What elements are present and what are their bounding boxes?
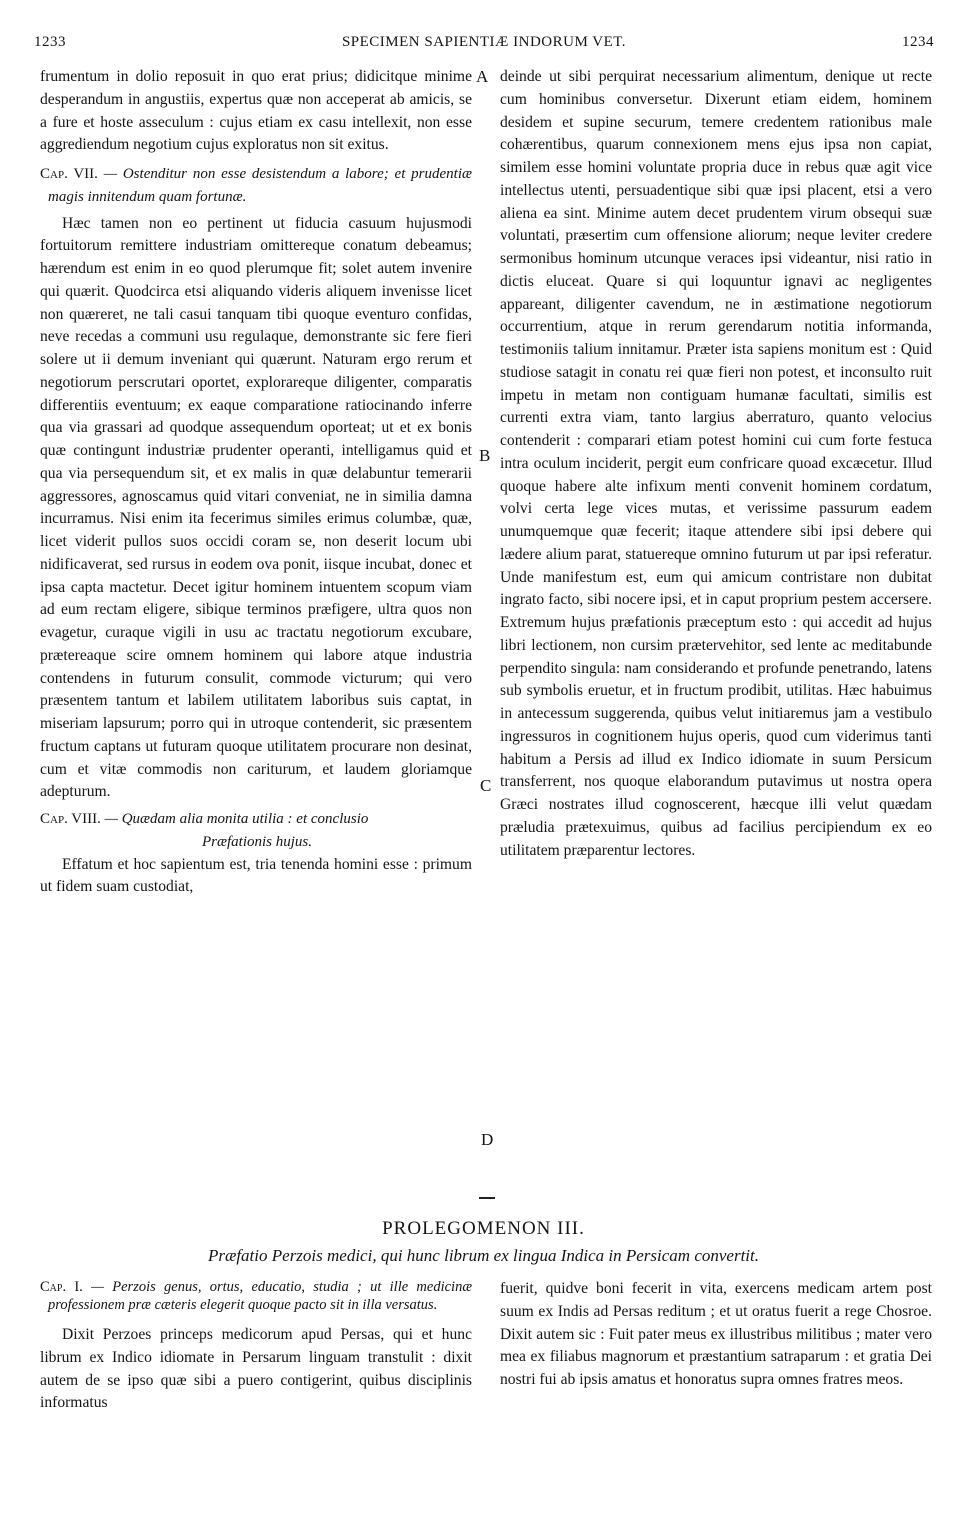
chapter-8-title-cont: Præfationis hujus.: [202, 833, 313, 850]
chapter-8-heading: [40, 808, 472, 854]
running-header: [34, 34, 934, 58]
chapter-8-label: Cap. VIII.: [40, 811, 101, 827]
left-paragraph-3: Effatum et hoc sapientum est, tria tenenda homini esse : primum ut fidem suam custodiat,: [40, 855, 472, 896]
chapter-8-title: — Quædam alia monita utilia : et conclusio: [104, 811, 369, 827]
left-paragraph-1: frumentum in dolio reposuit in quo erat prius; didicitque minime desperandum in angustiis, expertus quæ non acceperat ab amicis, se a fure et hoste asseculum : cujus etiam ex casu intellexit, non esse aggrediendum negotium cujus exploratus non sit exitus.: [40, 68, 472, 154]
right-column: [500, 66, 932, 862]
margin-letter-c: C: [480, 776, 492, 795]
margin-letter-b: B: [479, 446, 491, 465]
prolegomenon-left-column: [40, 1278, 472, 1415]
section-divider: [479, 1197, 495, 1199]
prolegomenon-left-body: Dixit Perzoes princeps medicorum apud Persas, qui et hunc librum ex Indico idiomate in Persarum linguam transtulit : dixit autem de se ipso quæ sibi a puero contigerint, quibus disciplinis informatus: [40, 1326, 472, 1412]
prolegomenon-right-column: [500, 1278, 932, 1392]
left-paragraph-2: Hæc tamen non eo pertinent ut fiducia casuum hujusmodi fortuitorum remittere industriam omittereque conatum debeamus; hærendum est enim in eo quod plerumque fit; solet autem invenire qui quærit. Quodcirca etsi aliquando videris aliquem invenisse licet non quæreret, ne tali casui tanquam tibi quoque eventuro confidas, neve recedas a communi usu regulaque, demonstrante sic fere fieri solere ut ii demum inveniant qui quærunt. Naturam ergo rerum et negotiorum perscrutari oportet, explorareque diligenter, comparatis differentiis eventuum; ex eaque comparatione ratiocinando inferre qua via grassari ad quodque assequendum oporteat; ut et ex bonis quæ contingunt industriæ prudenter operanti, intelligamus quid et qua via persequendum sit, et ex malis in quæ delabuntur temerarii aggressores, agnoscamus quid vitari conveniat, ne in similia damna incurramus. Nisi enim ita fecerimus similes erimus columbæ, quæ, licet viderit pullos suos occidi coram se, non deserit locum ubi nidificaverat, sed rursus in eodem ova ponit, iisque incubat, donec et ipsa capta mactetur. Decet igitur hominem intuentem scopum viam ad eum rectam eligere, sibique terminos præfigere, ultra quos non evagetur, curaque vigili in usu ac tractatu negotiorum excubare, prætereaque scire omnem hominem qui labore atque industria contendens in futurum consulit, commode victurum; qui vero præsentem tantum et labilem utilitatem laboribus suis captat, in miseriam lapsurum; porro qui in utroque contenderit, sic præsentem fructum captans ut futuram quoque utilitatem procurare non desinat, cum et vitæ commodis non cariturum, et laudem gloriamque adepturum.: [40, 214, 472, 801]
page-number-right: 1234: [902, 34, 934, 50]
page-number-left: 1233: [34, 34, 66, 50]
chapter-1-title: — Perzois genus, ortus, educatio, studia ; ut ille medicinæ professionem præ cæteris elegerit quoque pacto sit in illa versatus.: [48, 1279, 472, 1313]
chapter-1-label: Cap. I.: [40, 1279, 83, 1295]
margin-letter-d: D: [481, 1130, 494, 1149]
left-column: [40, 66, 472, 899]
right-paragraph-1: deinde ut sibi perquirat necessarium alimentum, denique ut recte cum hominibus conversetur. Dixerunt etiam eidem, hominem desidem et supine securum, temere credentem rationibus male cohærentibus, quarum connexionem mens ejus ipsa non capiat, similem esse homini voluntate propria duce in rebus quæ agit vice intellectus utenti, persuadentique sibi quæ ipsi placent, etsi a vero aliena ea sint. Minime autem decet prudentem virum obsequi suæ voluntati, præsertim cum offensione aliorum; neque leviter credere sermonibus hominum utcunque veraces ipsi videantur, nisi ratio in dictis eluceat. Quare si qui loquuntur ignavi ac negligentes appareant, diligenter cavendum, ne in æstimatione negotiorum occurrentium, atque in rerum gerendarum notitia informanda, testimoniis talium innitamur. Præter ista sapiens monitum est : Quid studiose satagit in conatu rei quæ fieri non potest, et inconsulto ruit impetu in metam non contiguam humanæ facultati, similis est currenti extra viam, tanto largius aberraturo, quanto velocius contenderit : comparari etiam potest homini cui cum forte festuca intra oculum inciderit, pergit eum confricare quoad excæcetur. Illud quoque habere alte infixum menti convenit hominem cordatum, volvi certa lege vices mutas, et verissime passurum eadem unumquemque quæ fecerit; itaque attendere sibi ipsi debere qui lædere alium parat, statuereque omnino futurum ut par ipsi referatur. Unde manifestum est, eum qui amicum contristare non dubitat ingrato facto, sibi nocere ipsi, et in caput proprium pestem accersere. Extremum hujus præfationis præceptum esto : qui accedit ad hujus libri lectionem, non cursim prætervehitor, sed lente ac meditabunde perpendito singula: nam considerando et profunde penetrando, latens sub symbolis eruetur, et in fructum prodibit, utilitas. Hæc habuimus in antecessum suggerenda, quibus velut initiaremus jam a vestibulo ingressuros in cognitionem hujus operis, quod cum viderimus tanti habitum a Persis ad illud ex Indico idiomate in suum Persicum transferrent, nos quoque elaborandum putavimus ut nostra opera Græci nostrates illud cognoscerent, hæcque illi velut quædam præludia prætexuimus, quibus ad facilius percipiendum ex eo utilitatem præparentur lectores.: [500, 68, 932, 859]
chapter-7-heading: [40, 163, 472, 209]
chapter-7-label: Cap. VII.: [40, 166, 98, 182]
chapter-7-title: — Ostenditur non esse desistendum a labore; et prudentiæ magis innitendum quam fortunæ.: [48, 166, 472, 205]
prolegomenon-subtitle: Præfatio Perzois medici, qui hunc librum ex lingua Indica in Persicam convertit.: [208, 1246, 759, 1265]
margin-letter-a: A: [476, 67, 489, 86]
prolegomenon-title: PROLEGOMENON III.: [382, 1218, 585, 1239]
prolegomenon-right-body: fuerit, quidve boni fecerit in vita, exercens medicam artem post suum ex Indis ad Persas reditum ; et ut oratus fuerit a rege Chosroe. Dixit autem sic : Fuit pater meus ex illustribus militibus ; mater vero mea ex filiabus magnorum et præstantium satraparum : et gratia Dei nostri fui ab ipsis amatus et honoratus supra omnes fratres meos.: [500, 1280, 932, 1388]
chapter-1-heading: [40, 1278, 472, 1314]
running-title: SPECIMEN SAPIENTIÆ INDORUM VET.: [341, 34, 627, 50]
